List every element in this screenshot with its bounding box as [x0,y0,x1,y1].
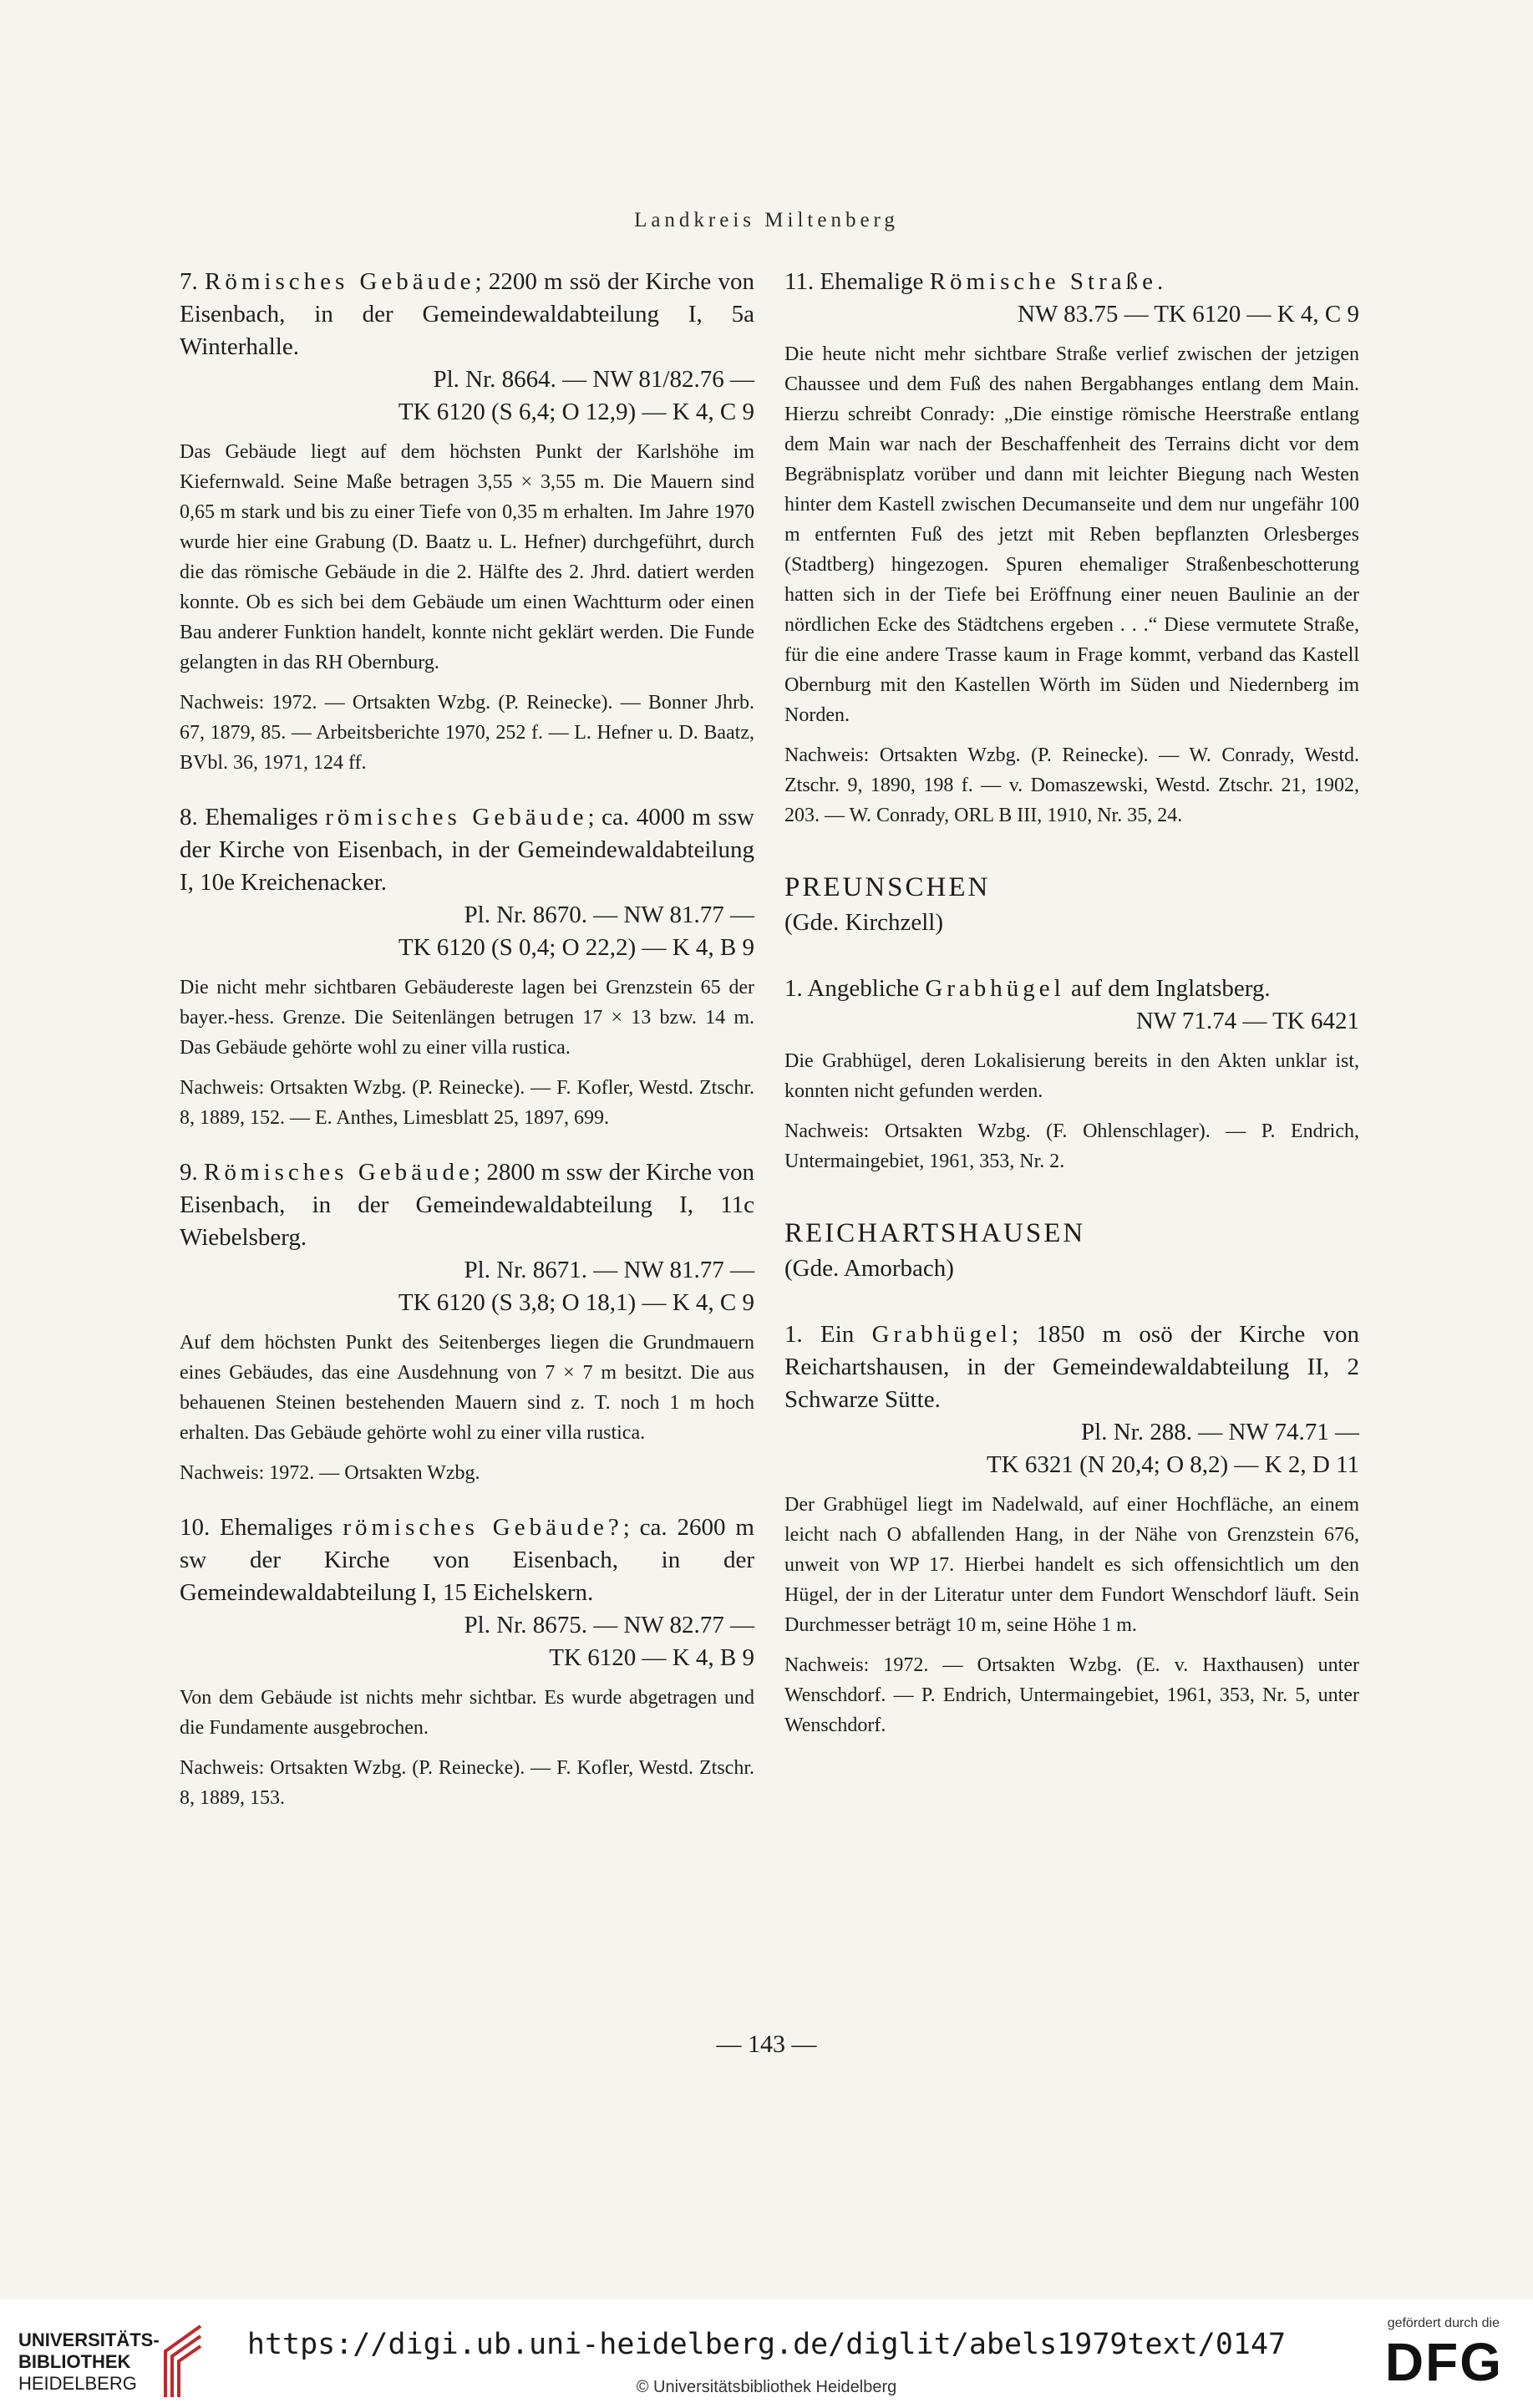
entry-title: römisches Gebäude [325,804,588,831]
running-header: Landkreis Miltenberg [634,209,899,231]
entry-ref-line-2: TK 6120 — K 4, B 9 [549,1644,754,1671]
entry-citation: Nachweis: Ortsakten Wzbg. (P. Reinecke). — W. Conrady, Westd. Ztschr. 9, 1890, 198 f. — v. Domaszewski, Westd. Ztschr. 21, 1902, 203. — W. Conrady, ORL B III, 1910, Nr. 35, 24. [784,744,1359,826]
entry-title: Römisches Gebäude [204,1159,474,1186]
entry-ref-line-2: TK 6120 (S 0,4; O 22,2) — K 4, B 9 [398,934,754,961]
entry-body: Das Gebäude liegt auf dem höchsten Punkt der Karlshöhe im Kiefernwald. Seine Maße betragen 3,55 × 3,55 m. Die Mauern sind 0,65 m stark und bis zu einer Tiefe von 0,35 m erhalten. Im Jahre 1970 wurde hier eine Grabung (D. Baatz u. L. Hefner) durchgeführt, durch die das römische Gebäude in die 2. Hälfte des 2. Jhrd. datiert werden konnte. Ob es sich bei dem Gebäude um einen Wachtturm oder einen Bau anderer Funktion handelt, konnte nicht geklärt werden. Die Funde gelangten in das RH Obernburg. [180,441,754,673]
entry-body: Die Grabhügel, deren Lokalisierung bereits in den Akten unklar ist, konnten nicht gefunden werden. [784,1050,1359,1102]
funding-label: gefördert durch die [1387,2316,1500,2330]
entry-ref-line-1: NW 71.74 — TK 6421 [1135,1008,1359,1034]
entry-body: Der Grabhügel liegt im Nadelwald, auf einer Hochfläche, an einem leicht nach O abfallenden Hang, in der Nähe von Grenzstein 676, unweit von WP 17. Hierbei handelt es sich offensichtlich um den Hügel, der in der Literatur unter dem Fundort Wenschdorf läuft. Sein Durchmesser beträgt 10 m, seine Höhe 1 m. [784,1494,1359,1636]
entry-body: Auf dem höchsten Punkt des Seitenberges liegen die Grundmauern eines Gebäudes, das eine Ausdehnung von 7 × 7 m besitzt. Die aus behauenen Steinen bestehenden Mauern sind z. T. noch 1 m hoch erhalten. Das Gebäude gehörte wohl zu einer villa rustica. [180,1332,754,1444]
entry-citation: Nachweis: 1972. — Ortsakten Wzbg. [180,1462,480,1484]
entry-ref-line-1: Pl. Nr. 288. — NW 74.71 — [1081,1419,1359,1445]
entry-heading [180,1156,754,1254]
entry-heading [180,266,754,363]
right-column [784,266,1359,1764]
permalink-url[interactable]: https://digi.ub.uni-heidelberg.de/diglit/abels1979text/0147 [246,2328,1287,2361]
entry-heading [180,1511,754,1609]
entry-ref-line-2: TK 6120 (S 3,8; O 18,1) — K 4, C 9 [398,1289,754,1316]
entry-7 [180,266,754,778]
entry-title: römisches Gebäude? [343,1514,623,1541]
entry-body: Die nicht mehr sichtbaren Gebäudereste lagen bei Grenzstein 65 der bayer.-hess. Grenze. Die Seitenlängen betrugen 17 × 13 bzw. 14 m. Das Gebäude gehörte wohl zu einer villa rustica. [180,977,754,1059]
entry-number: 1. Ein [784,1321,872,1348]
entry-location: ; ca. 4000 m ssw der Kirche von Eisenbach, in der Gemeindewaldabteilung I, 10e Kreichenacker. [180,804,754,896]
entry-number: 9. [180,1159,205,1186]
copyright-notice: © Universitätsbibliothek Heidelberg [636,2378,897,2396]
entry-title: Römische Straße [929,268,1158,295]
entry-ref-line-1: NW 83.75 — TK 6120 — K 4, C 9 [1018,301,1359,328]
entry-title: Grabhügel [925,975,1065,1002]
entry-heading [784,266,1359,298]
entry-location: ; 2200 m ssö der Kirche von Eisenbach, in der Gemeindewaldabteilung I, 5a Winterhalle. [180,268,754,360]
entry-9 [180,1156,754,1488]
place-name: PREUNSCHEN [784,872,991,902]
entry-preunschen-1 [784,973,1359,1176]
entry-number: 8. Ehemaliges [180,804,326,831]
entry-body: Von dem Gebäude ist nichts mehr sichtbar. Es wurde abgetragen und die Fundamente ausgebrochen. [180,1687,754,1739]
entry-ref-line-2: TK 6321 (N 20,4; O 8,2) — K 2, D 11 [987,1451,1359,1478]
left-column [180,266,754,1836]
entry-citation: Nachweis: Ortsakten Wzbg. (F. Ohlenschlager). — P. Endrich, Untermaingebiet, 1961, 353, Nr. 2. [784,1120,1359,1172]
entry-citation: Nachweis: 1972. — Ortsakten Wzbg. (P. Reinecke). — Bonner Jhrb. 67, 1879, 85. — Arbeitsberichte 1970, 252 f. — L. Hefner u. D. Baatz, BVbl. 36, 1971, 124 ff. [180,692,754,774]
entry-number: 7. [180,268,205,295]
entry-location: ; 1850 m osö der Kirche von Reichartshausen, in der Gemeindewaldabteilung II, 2 Schwarze Sütte. [784,1321,1359,1413]
entry-title: Grabhügel [871,1321,1012,1348]
entry-reichartshausen-1 [784,1318,1359,1740]
entry-heading [784,1318,1359,1416]
entry-citation: Nachweis: Ortsakten Wzbg. (P. Reinecke). — F. Kofler, Westd. Ztschr. 8, 1889, 152. — E. Anthes, Limesblatt 25, 1897, 699. [180,1077,754,1129]
entry-citation: Nachweis: Ortsakten Wzbg. (P. Reinecke). — F. Kofler, Westd. Ztschr. 8, 1889, 153. [180,1757,754,1809]
entry-location: . [1157,268,1164,295]
library-name-line-1: UNIVERSITÄTS- [18,2329,160,2350]
entry-ref-line-1: Pl. Nr. 8675. — NW 82.77 — [464,1612,754,1638]
dfg-logo: DFG [1384,2332,1503,2392]
entry-ref-line-2: TK 6120 (S 6,4; O 12,9) — K 4, C 9 [398,399,754,425]
entry-ref-line-1: Pl. Nr. 8664. — NW 81/82.76 — [433,366,754,393]
entry-location: auf dem Inglatsberg. [1064,975,1271,1002]
library-name-line-3: HEIDELBERG [18,2373,137,2394]
place-heading-preunschen [784,869,1359,939]
entry-number: 1. Angebliche [784,975,926,1002]
entry-citation: Nachweis: 1972. — Ortsakten Wzbg. (E. v. Haxthausen) unter Wenschdorf. — P. Endrich, Untermaingebiet, 1961, 353, Nr. 5, unter Wenschdorf. [784,1654,1359,1736]
entry-10 [180,1511,754,1813]
entry-location: ; ca. 2600 m sw der Kirche von Eisenbach, in der Gemeindewaldabteilung I, 15 Eichelskern. [180,1514,754,1606]
entry-ref-line-1: Pl. Nr. 8670. — NW 81.77 — [464,902,754,928]
entry-title: Römisches Gebäude [204,268,475,295]
entry-11 [784,266,1359,831]
place-heading-reichartshausen [784,1215,1359,1285]
place-municipality: (Gde. Amorbach) [784,1255,954,1282]
entry-location: ; 2800 m ssw der Kirche von Eisenbach, in der Gemeindewaldabteilung I, 11c Wiebelsberg. [180,1159,754,1251]
entry-body: Die heute nicht mehr sichtbare Straße verlief zwischen der jetzigen Chaussee und dem Fuß des nahen Bergabhanges entlang dem Main. Hierzu schreibt Conrady: „Die einstige römische Heerstraße entlang dem Main war nach der Beschaffenheit des Terrains dicht vor dem Begräbnisplatz vorüber und dann mit leichter Biegung nach Westen hinter dem Kastell zwischen Decumanseite und dem nur ungefähr 100 m entfernten Fuß des jetzt mit Reben bepflanzten Orlesberges (Stadtberg) hingezogen. Spuren ehemaliger Straßenbeschotterung hatten sich in der Tiefe bei Eröffnung einer neuen Baulinie an der nördlichen Ecke des Städtchens ergeben . . .“ Diese vermutete Straße, für die eine andere Trasse kaum in Frage kommt, verband das Kastell Obernburg mit den Kastellen Wörth im Süden und Niedernberg im Norden. [784,343,1359,726]
entry-heading [180,801,754,899]
place-name: REICHARTSHAUSEN [784,1218,1086,1248]
entry-heading [784,973,1359,1005]
digitization-footer [0,2299,1533,2408]
page-number: — 143 — [716,2030,817,2058]
entry-ref-line-1: Pl. Nr. 8671. — NW 81.77 — [464,1257,754,1283]
library-name-line-2: BIBLIOTHEK [18,2351,131,2372]
place-municipality: (Gde. Kirchzell) [784,909,944,936]
entry-number: 10. Ehemaliges [180,1514,343,1541]
entry-8 [180,801,754,1133]
entry-number: 11. Ehemalige [784,268,930,295]
